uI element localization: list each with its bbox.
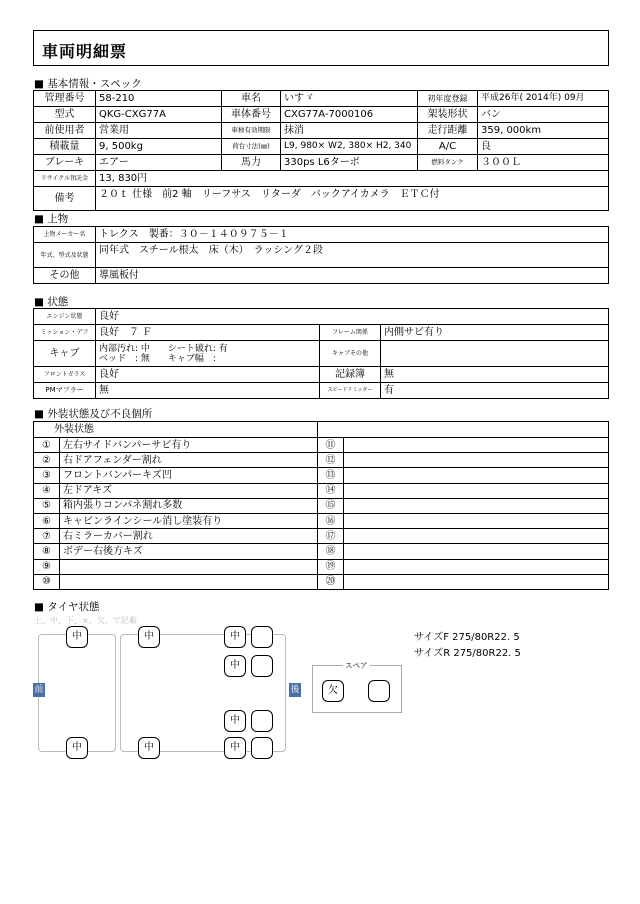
- year-value: 同年式 スチール根太 床（木） ラッシング２段: [96, 243, 609, 268]
- section-condition: ■ 状態: [34, 296, 69, 308]
- exterior-no: ⑪: [318, 438, 344, 453]
- exterior-no: ①: [34, 438, 60, 453]
- table-row: [34, 483, 609, 498]
- name-value: いすゞ: [281, 91, 418, 107]
- hp-label: 馬力: [222, 155, 281, 171]
- load-label: 積載量: [34, 139, 96, 155]
- cab-value: [96, 341, 320, 367]
- exterior-text: [344, 544, 609, 559]
- exterior-no: ⑥: [34, 513, 60, 528]
- exterior-no: ⑰: [318, 529, 344, 544]
- exterior-no: ⑯: [318, 513, 344, 528]
- rear-label: 後: [290, 685, 300, 695]
- table-row: [34, 574, 609, 589]
- exterior-no: ④: [34, 483, 60, 498]
- exterior-no: ⑨: [34, 559, 60, 574]
- tire-rear1-bottom-outer[interactable]: [251, 737, 273, 759]
- limiter-value: 有: [381, 383, 609, 399]
- page-title: 車両明細票: [42, 42, 128, 61]
- exterior-text: ボデー右後方キズ: [60, 544, 318, 559]
- exterior-no: ③: [34, 468, 60, 483]
- recycle-label: リサイクル預託金: [34, 171, 96, 187]
- body-type-value: バン: [478, 107, 609, 123]
- table-row: [34, 529, 609, 544]
- bed-label: 荷台寸法(㎜): [222, 139, 281, 155]
- basic-table: [33, 90, 609, 211]
- ac-label: A/C: [418, 139, 478, 155]
- chassis-label: 車体番号: [222, 107, 281, 123]
- notes-value: ２０ｔ 仕様 前2 軸 リーフサス リターダ バックアイカメラ ＥＴＣ付: [96, 187, 609, 211]
- table-row: [34, 544, 609, 559]
- mission-value: 良好 ７ Ｆ: [96, 325, 320, 341]
- exterior-no: ⑬: [318, 468, 344, 483]
- section-exterior: ■ 外装状態及び不良個所: [34, 408, 153, 420]
- ac-value: 良: [478, 139, 609, 155]
- exterior-no: ⑧: [34, 544, 60, 559]
- exterior-table: [33, 421, 609, 590]
- table-row: [34, 468, 609, 483]
- tire-hint: 上、中、下、×、欠、で記載: [34, 616, 137, 625]
- table-row: [34, 559, 609, 574]
- year-label: 年式、型式及状態: [34, 243, 96, 268]
- tire-spare-2[interactable]: [368, 680, 390, 702]
- exterior-no: ②: [34, 453, 60, 468]
- exterior-text: 右ドアフェンダー割れ: [60, 453, 318, 468]
- exterior-no: ⑱: [318, 544, 344, 559]
- table-row: [34, 513, 609, 528]
- mission-label: ミッション・デフ: [34, 325, 96, 341]
- maker-value: トレクス 製番：３０－１４０９７５－１: [96, 227, 609, 243]
- first-reg-label: 初年度登録: [418, 91, 478, 107]
- table-row: [34, 438, 609, 453]
- exterior-text: [60, 574, 318, 589]
- rear-axles: [120, 634, 286, 752]
- frame-label: フレーム関係: [320, 325, 381, 341]
- tire-rear1-bottom-inner[interactable]: 中: [224, 737, 246, 759]
- other-label: その他: [34, 268, 96, 284]
- chassis-value: CXG77A-7000106: [281, 107, 418, 123]
- exterior-no: ⑤: [34, 498, 60, 513]
- tire-rear2-bottom-outer[interactable]: [251, 710, 273, 732]
- inspection-value: 抹消: [281, 123, 418, 139]
- tire-front1-bottom[interactable]: 中: [66, 737, 88, 759]
- cab-label: キャブ: [34, 341, 96, 367]
- tire-front1-top[interactable]: 中: [66, 626, 88, 648]
- brake-value: エアー: [96, 155, 222, 171]
- record-label: 記録簿: [320, 367, 381, 383]
- tire-front2-top[interactable]: 中: [138, 626, 160, 648]
- cab-other-value: [381, 341, 609, 367]
- tank-value: ３００Ｌ: [478, 155, 609, 171]
- tire-front2-bottom[interactable]: 中: [138, 737, 160, 759]
- record-value: 無: [381, 367, 609, 383]
- exterior-no: ⑩: [34, 574, 60, 589]
- mileage-value: 359, 000km: [478, 123, 609, 139]
- tire-size-rear: サイズR 275/80R22. 5: [414, 648, 521, 659]
- exterior-text: [344, 453, 609, 468]
- tire-rear1-top-outer[interactable]: [251, 626, 273, 648]
- exterior-no: ⑫: [318, 453, 344, 468]
- limiter-label: スピードリミッター: [320, 383, 381, 399]
- exterior-text: [344, 529, 609, 544]
- tire-rear2-bottom-inner[interactable]: 中: [224, 710, 246, 732]
- brake-label: ブレーキ: [34, 155, 96, 171]
- bed-value: L9, 980× W2, 380× H2, 340: [281, 139, 418, 155]
- engine-value: 良好: [96, 309, 609, 325]
- exterior-text: [344, 574, 609, 589]
- section-basic: ■ 基本情報・スペック: [34, 78, 142, 90]
- load-value: 9, 500kg: [96, 139, 222, 155]
- exterior-text: 左右サイドバンパーサビ有り: [60, 438, 318, 453]
- inspection-label: 車検有効期限: [222, 123, 281, 139]
- cab-line-1: 内部汚れ: 中 シート破れ: 有: [99, 343, 228, 354]
- table-row: [34, 453, 609, 468]
- model-value: QKG-CXG77A: [96, 107, 222, 123]
- front-label: 前: [34, 685, 44, 695]
- name-label: 車名: [222, 91, 281, 107]
- hp-value: 330ps L6ターボ: [281, 155, 418, 171]
- exterior-no: ⑮: [318, 498, 344, 513]
- mileage-label: 走行距離: [418, 123, 478, 139]
- exterior-no: ⑳: [318, 574, 344, 589]
- exterior-text: フロントバンパーキズ凹: [60, 468, 318, 483]
- exterior-text: 右ミラーカバー割れ: [60, 529, 318, 544]
- condition-table: [33, 308, 609, 399]
- notes-label: 備考: [34, 187, 96, 211]
- first-reg-value: 平成26年( 2014年) 09月: [478, 91, 609, 107]
- title-box: [33, 30, 609, 66]
- exterior-text: [344, 483, 609, 498]
- other-value: 導風板付: [96, 268, 609, 284]
- engine-label: エンジン状態: [34, 309, 96, 325]
- front-axle-1: [38, 634, 116, 752]
- tire-rear2-top-outer[interactable]: [251, 655, 273, 677]
- cab-line-2: ベッド : 無 キャブ幅 :: [99, 353, 216, 364]
- exterior-text: [344, 438, 609, 453]
- exterior-text: [344, 513, 609, 528]
- tire-spare-1[interactable]: 欠: [322, 680, 344, 702]
- exterior-text: 箱内張りコンパネ割れ多数: [60, 498, 318, 513]
- exterior-text: 左ドアキズ: [60, 483, 318, 498]
- section-upper: ■ 上物: [34, 213, 69, 225]
- frame-value: 内側サビ有り: [381, 325, 609, 341]
- tire-rear1-top-inner[interactable]: 中: [224, 626, 246, 648]
- model-label: 型式: [34, 107, 96, 123]
- recycle-value: 13, 830円: [96, 171, 609, 187]
- exterior-no: ⑦: [34, 529, 60, 544]
- spare-label: スペア: [345, 661, 368, 670]
- glass-label: フロントガラス: [34, 367, 96, 383]
- tank-label: 燃料タンク: [418, 155, 478, 171]
- upper-table: [33, 226, 609, 284]
- prev-use-value: 営業用: [96, 123, 222, 139]
- body-type-label: 架装形状: [418, 107, 478, 123]
- cab-other-label: キャブその他: [320, 341, 381, 367]
- exterior-text: [344, 498, 609, 513]
- exterior-text: キャビンラインシール消し塗装有り: [60, 513, 318, 528]
- exterior-no: ⑭: [318, 483, 344, 498]
- exterior-no: ⑲: [318, 559, 344, 574]
- prev-use-label: 前使用者: [34, 123, 96, 139]
- table-row: [34, 498, 609, 513]
- pm-value: 無: [96, 383, 320, 399]
- mgmt-label: 管理番号: [34, 91, 96, 107]
- pm-label: PMマフラー: [34, 383, 96, 399]
- exterior-text: [60, 559, 318, 574]
- tire-rear2-top-inner[interactable]: 中: [224, 655, 246, 677]
- tire-size-front: サイズF 275/80R22. 5: [414, 632, 520, 643]
- section-tires: ■ タイヤ状態: [34, 601, 100, 613]
- exterior-text: [344, 468, 609, 483]
- exterior-header-blank: [318, 422, 609, 438]
- exterior-text: [344, 559, 609, 574]
- maker-label: 上物メーカー名: [34, 227, 96, 243]
- mgmt-value: 58-210: [96, 91, 222, 107]
- glass-value: 良好: [96, 367, 320, 383]
- exterior-header: 外装状態: [34, 422, 318, 438]
